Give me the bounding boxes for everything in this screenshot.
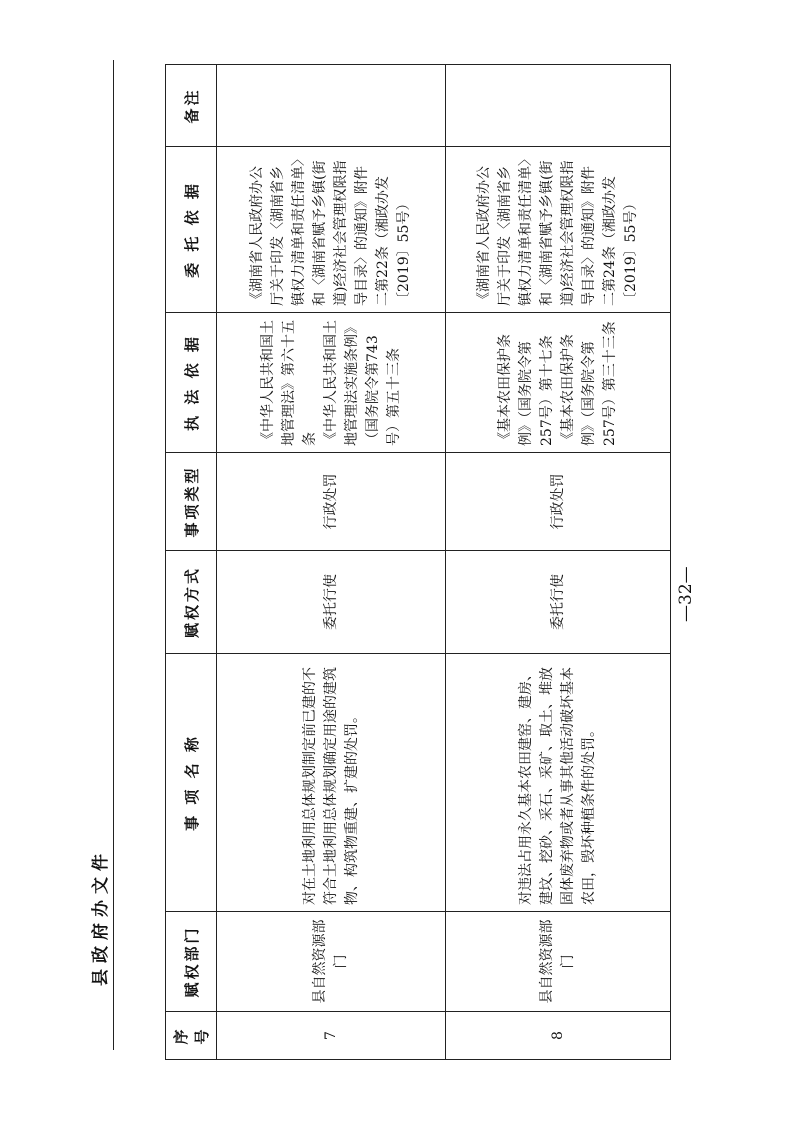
row-item-name: 对违法占用永久基本农田建窑、建房、建坟、挖砂、采石、采矿、取土、堆放固体废弃物或者从事其他活动破坏基本农田，毁坏种植条件的处罚。 bbox=[446, 654, 671, 912]
row-note bbox=[217, 65, 446, 147]
row-seq: 7 bbox=[217, 1012, 446, 1060]
row-department: 县自然资源部门 bbox=[217, 912, 446, 1012]
col-header-type: 事项类型 bbox=[166, 453, 217, 551]
col-header-item-name: 事 项 名 称 bbox=[166, 654, 217, 912]
row-type: 行政处罚 bbox=[446, 453, 671, 551]
row-delegation-basis: 《湖南省人民政府办公厅关于印发〈湖南省乡镇权力清单和责任清单〉和〈湖南省赋予乡镇(街道)经济社会管理权限指导目录〉的通知》附件二第24条（湘政办发〔2019〕55号） bbox=[446, 147, 671, 313]
authority-table bbox=[165, 64, 671, 1060]
row-item-name: 对在土地利用总体规划制定前已建的不符合土地利用总体规划确定用途的建筑物、构筑物重建、扩建的处罚。 bbox=[217, 654, 446, 912]
row-note bbox=[446, 65, 671, 147]
row-legal-basis: 《基本农田保护条例》（国务院令第257号）第十七条 《基本农田保护条例》（国务院令第257号）第三十三条 bbox=[446, 313, 671, 453]
col-header-legal-basis: 执 法 依 据 bbox=[166, 313, 217, 453]
row-department: 县自然资源部门 bbox=[446, 912, 671, 1012]
row-method: 委托行使 bbox=[446, 551, 671, 654]
col-header-delegation-basis: 委 托 依 据 bbox=[166, 147, 217, 313]
col-header-method: 赋权方式 bbox=[166, 551, 217, 654]
col-header-seq: 序号 bbox=[166, 1012, 217, 1060]
document-header-title: 县政府办文件 bbox=[91, 848, 111, 986]
header-divider bbox=[113, 60, 114, 1050]
table-row bbox=[446, 65, 671, 1060]
table-row bbox=[217, 65, 446, 1060]
table-header-row bbox=[166, 65, 217, 1060]
row-type: 行政处罚 bbox=[217, 453, 446, 551]
row-delegation-basis: 《湖南省人民政府办公厅关于印发〈湖南省乡镇权力清单和责任清单〉和〈湖南省赋予乡镇(街道)经济社会管理权限指导目录〉的通知》附件二第22条（湘政办发〔2019〕55号） bbox=[217, 147, 446, 313]
row-seq: 8 bbox=[446, 1012, 671, 1060]
col-header-note: 备注 bbox=[166, 65, 217, 147]
page-number: —32— bbox=[676, 566, 696, 622]
col-header-department: 赋权部门 bbox=[166, 912, 217, 1012]
row-legal-basis: 《中华人民共和国土地管理法》第六十五条 《中华人民共和国土地管理法实施条例》（国务院令第743号）第五十三条 bbox=[217, 313, 446, 453]
row-method: 委托行使 bbox=[217, 551, 446, 654]
